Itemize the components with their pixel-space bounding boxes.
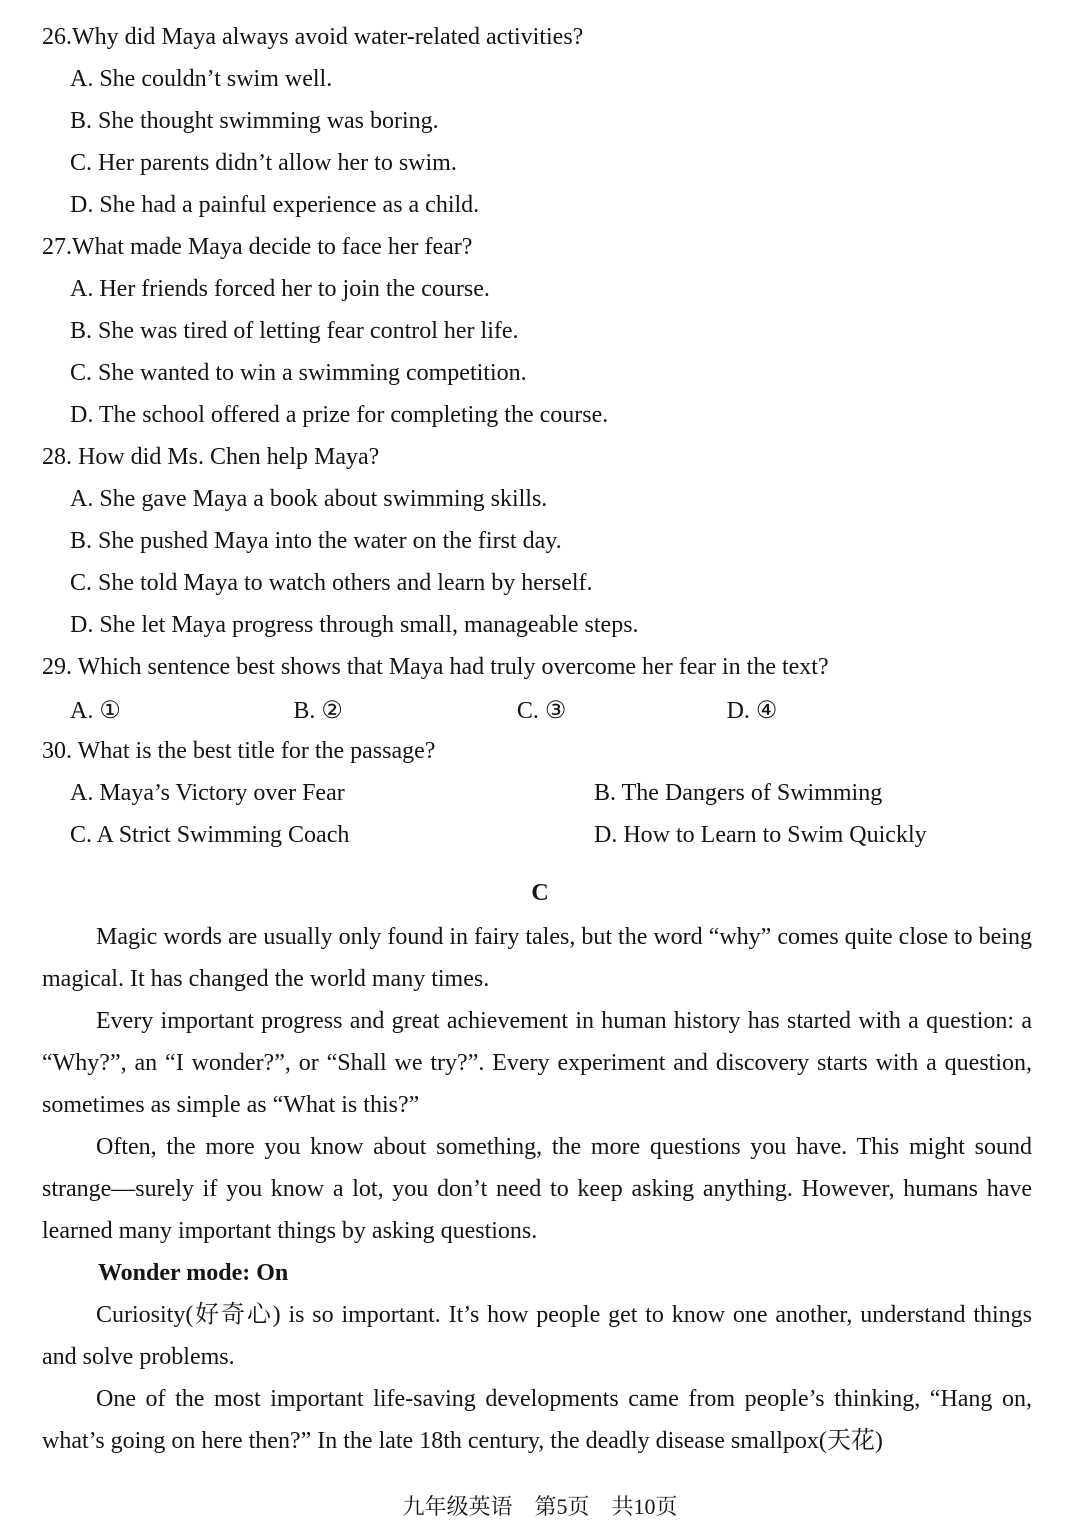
question-28-option-c: C. She told Maya to watch others and learn by herself. [70,570,593,596]
question-30-options-row-1 [70,780,882,807]
question-26-option-a: A. She couldn’t swim well. [70,66,333,92]
question-29-options [70,696,950,725]
question-28-option-a: A. She gave Maya a book about swimming skills. [70,486,548,512]
question-26-stem: 26.Why did Maya always avoid water-related activities? [42,24,584,50]
question-29-option-d: D. ④ [726,698,778,724]
question-30-stem: 30. What is the best title for the passage? [42,738,436,764]
question-29-stem: 29. Which sentence best shows that Maya had truly overcome her fear in the text? [42,654,829,680]
passage-subheading: Wonder mode: On [98,1260,289,1286]
question-28-stem: 28. How did Ms. Chen help Maya? [42,444,380,470]
question-27-stem: 27.What made Maya decide to face her fear? [42,234,473,260]
question-30-option-d: D. How to Learn to Swim Quickly [594,822,927,848]
passage-paragraph-1: Magic words are usually only found in fairy tales, but the word “why” comes quite close to being magical. It has changed the world many times. [42,924,1032,992]
section-heading: C [531,880,549,906]
question-26-option-c: C. Her parents didn’t allow her to swim. [70,150,457,176]
question-29-option-b: B. ② [293,698,343,724]
page-footer: 九年级英语 第5页 共10页 [402,1494,678,1519]
question-30-option-c: C. A Strict Swimming Coach [70,822,350,848]
passage-paragraph-5: One of the most important life-saving developments came from people’s thinking, “Hang on, what’s going on here then?” In the late 18th century, the deadly disease smallpox(天花) [42,1386,1032,1454]
question-28-option-b: B. She pushed Maya into the water on the first day. [70,528,562,554]
question-30-option-a: A. Maya’s Victory over Fear [70,780,345,806]
question-28-option-d: D. She let Maya progress through small, manageable steps. [70,612,639,638]
question-29-option-c: C. ③ [516,698,567,724]
question-27-option-a: A. Her friends forced her to join the course. [70,276,490,302]
question-30-options-row-2 [70,822,927,849]
question-26-option-d: D. She had a painful experience as a child. [70,192,480,218]
passage-paragraph-3: Often, the more you know about something, the more questions you have. This might sound strange—surely if you know a lot, you don’t need to keep asking anything. However, humans have learned many important things by asking questions. [42,1134,1032,1244]
question-27-option-d: D. The school offered a prize for completing the course. [70,402,609,428]
question-27-option-b: B. She was tired of letting fear control her life. [70,318,519,344]
passage-paragraph-2: Every important progress and great achievement in human history has started with a question: a “Why?”, an “I wonder?”, or “Shall we try?”. Every experiment and discovery starts with a question, sometimes as simple as “What is this?” [42,1008,1032,1118]
question-30-option-b: B. The Dangers of Swimming [594,780,883,806]
question-27-option-c: C. She wanted to win a swimming competition. [70,360,527,386]
question-29-option-a: A. ① [70,698,121,724]
passage-paragraph-4: Curiosity(好奇心) is so important. It’s how people get to know one another, understand things and solve problems. [42,1302,1032,1370]
question-26-option-b: B. She thought swimming was boring. [70,108,439,134]
